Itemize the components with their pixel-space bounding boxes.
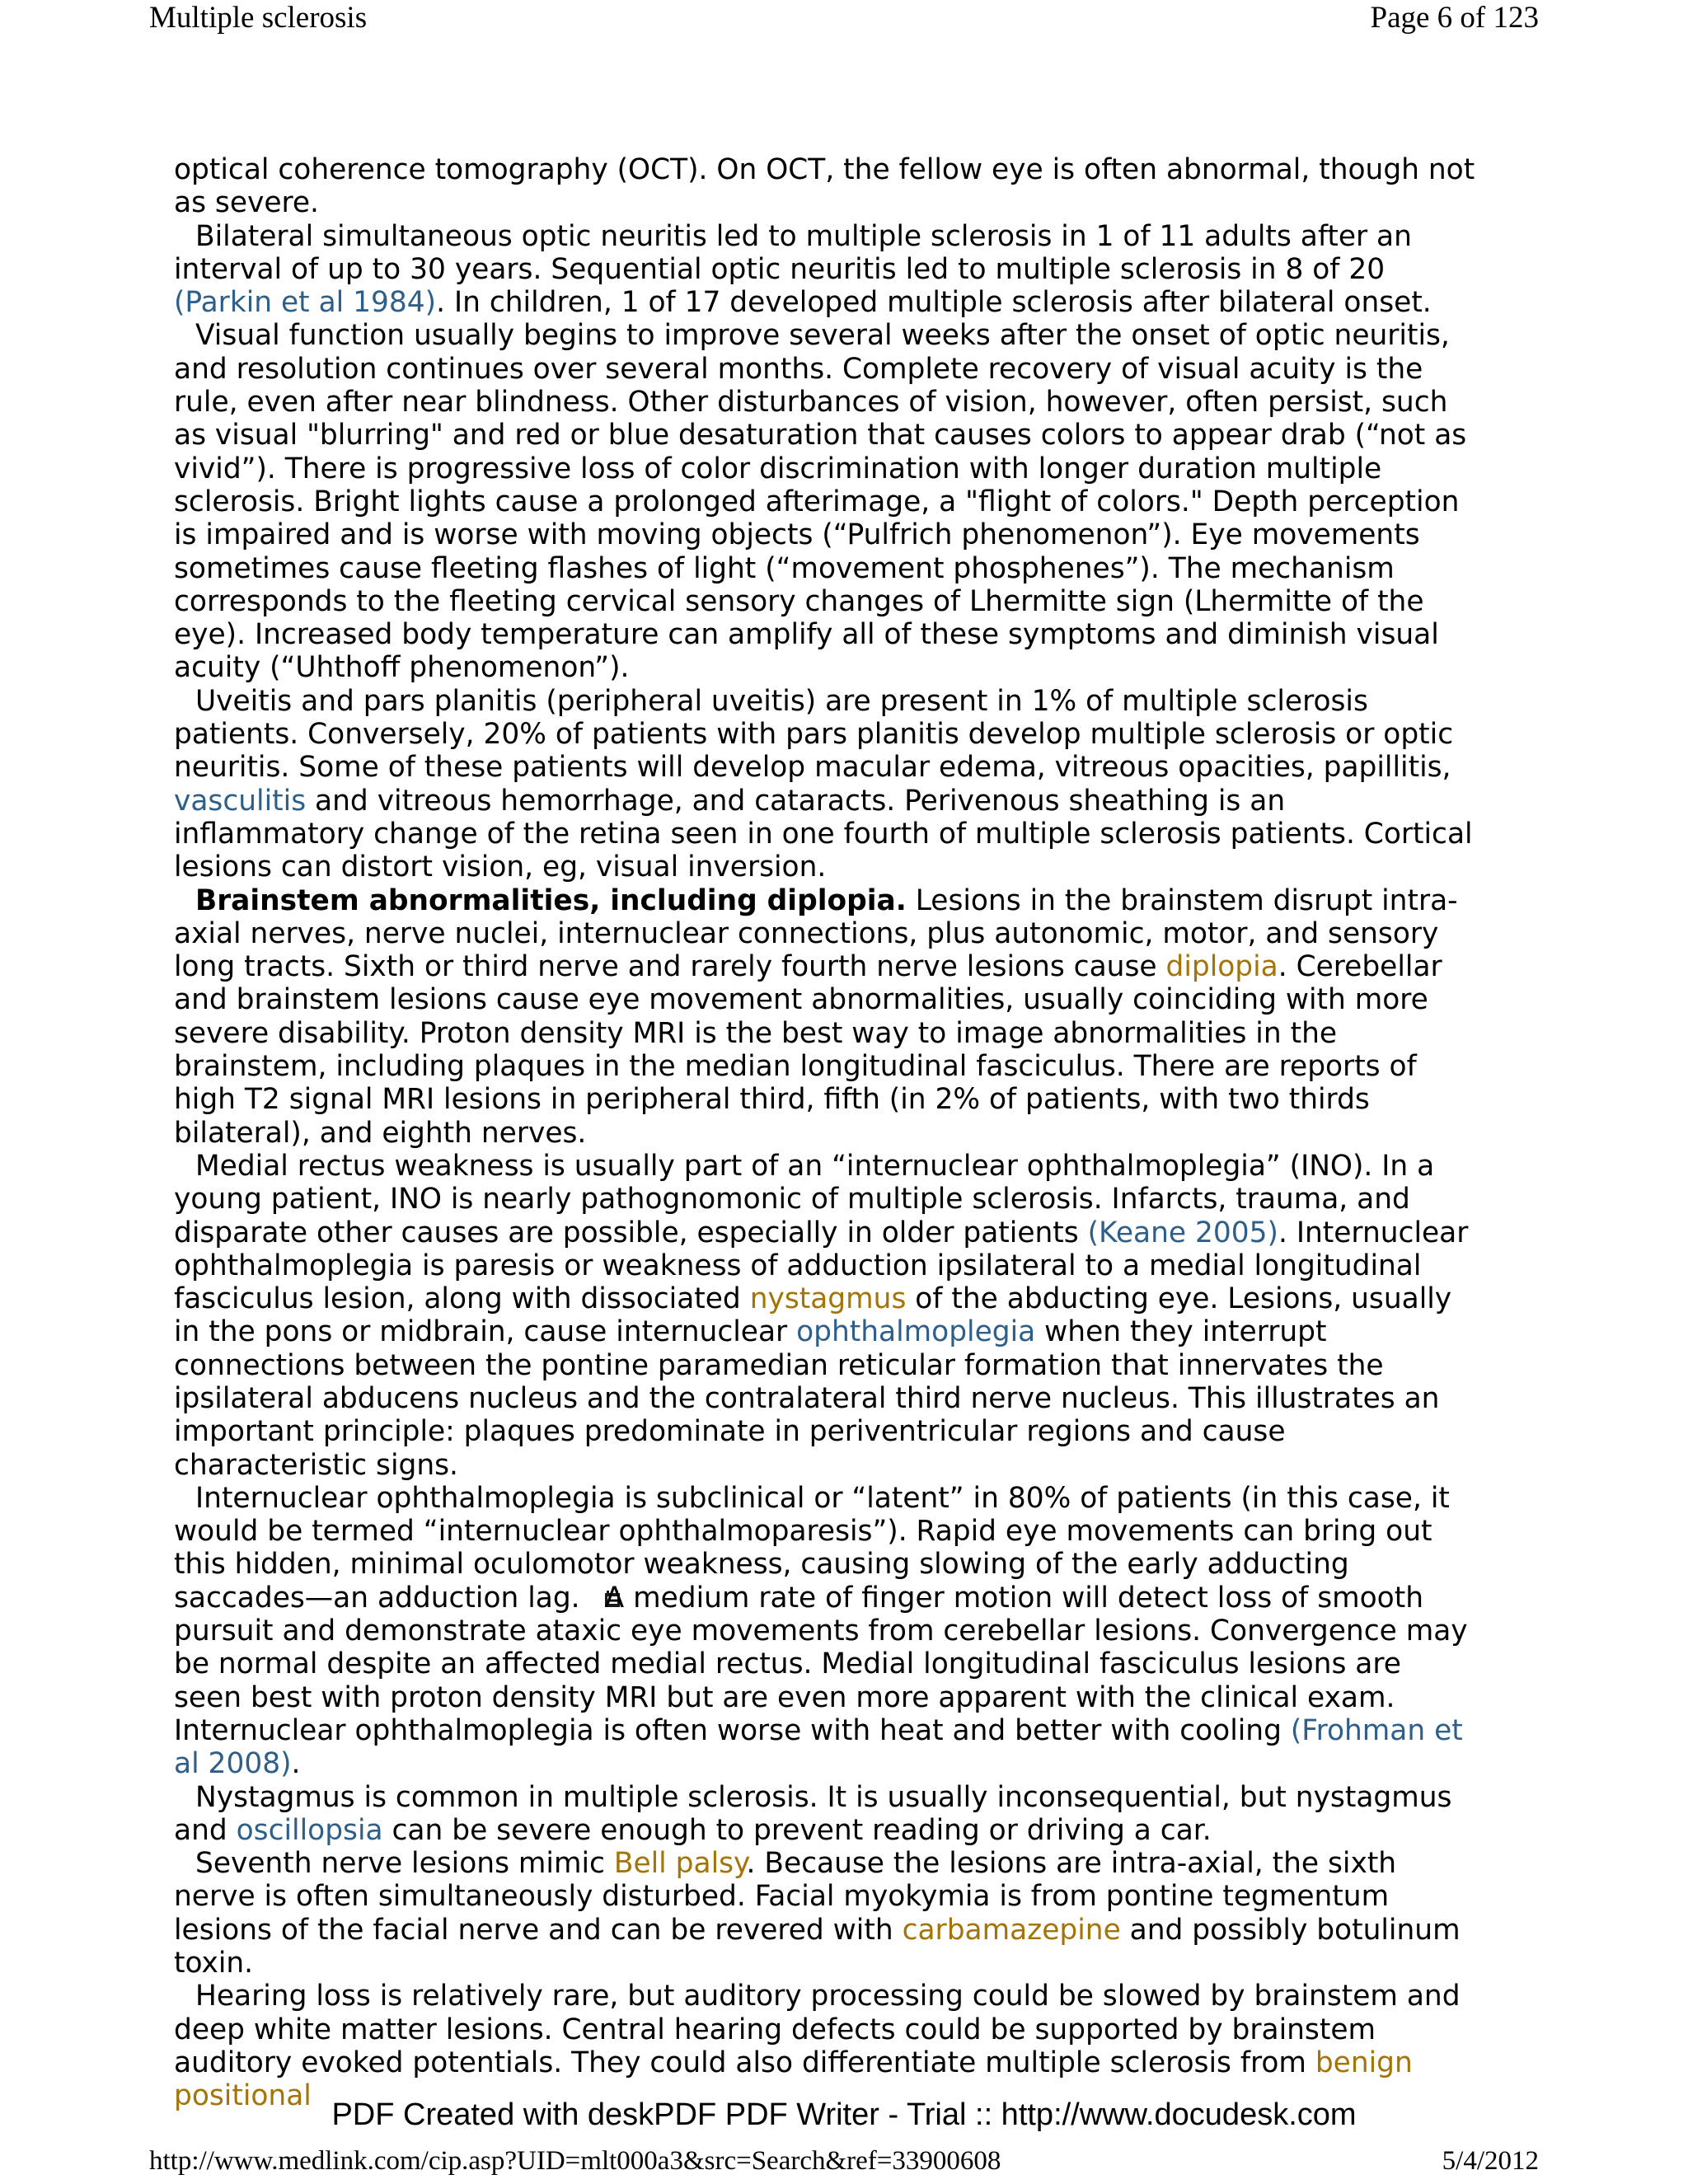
- term-link-carbamazepine[interactable]: carbamazepine: [902, 1913, 1121, 1947]
- print-date: 5/4/2012: [1442, 2146, 1539, 2176]
- paragraph-oct: optical coherence tomography (OCT). On OCT, the fellow eye is often abnormal, though not as severe.: [174, 153, 1475, 220]
- term-link-benign-positional[interactable]: benign positional: [174, 2046, 1413, 2113]
- term-link-oscillopsia[interactable]: oscillopsia: [236, 1813, 383, 1847]
- paragraph-internuclear: [174, 1482, 1476, 1781]
- paragraph-text: when they interrupt connections between the pontine paramedian reticular formation that innervates the ipsilateral abducens nucleus and the contralateral third nerve nucleus. This illustrates an important principle: plaques predominate in periventricular regions and cause characteristic signs.: [174, 1315, 1440, 1482]
- paragraph-text: Seventh nerve lesions mimic: [195, 1847, 614, 1881]
- paragraph-text: . Cerebellar and brainstem lesions cause eye movement abnormalities, usually coinciding with more severe disability. Proton density MRI is the best way to image abnormalities in the brainstem, including plaques in the median longitudinal fasciculus. There are reports of high T2 signal MRI lesions in peripheral third, fifth (in 2% of patients, with two thirds bilateral), and eighth nerves.: [174, 950, 1442, 1150]
- citation-link-parkin-1984[interactable]: (Parkin et al 1984): [174, 286, 437, 320]
- paragraph-text: . Internuclear ophthalmoplegia is paresis or weakness of adduction ipsilateral to a medial longitudinal fasciculus lesion, along with dissociated: [174, 1216, 1469, 1316]
- citation-link-frohman-2008[interactable]: (Frohman et al 2008): [174, 1713, 1463, 1781]
- paragraph-text: Nystagmus is common in multiple sclerosis. It is usually inconsequential, but nystagmus and: [174, 1780, 1452, 1847]
- paragraph-text: Internuclear ophthalmoplegia is subclinical or “latent” in 80% of patients (in this case, it would be termed “internuclear ophthalmoparesis”). Rapid eye movements can bring out this hidden, minimal oculomotor weakness, causing slowing of the early adducting saccades—an adduction lag.: [174, 1481, 1450, 1615]
- paragraph-text: Uveitis and pars planitis (peripheral uveitis) are present in 1% of multiple sclerosis patients. Conversely, 20% of patients with pars planitis develop multiple sclerosis or optic neuritis. Some of these patients will develop macular edema, vitreous opacities, papillitis,: [174, 684, 1454, 785]
- source-url: http://www.medlink.com/cip.asp?UID=mlt000a3&src=Search&ref=33900608: [149, 2146, 1001, 2176]
- paragraph-text: A medium rate of finger motion will detect loss of smooth pursuit and demonstrate ataxic eye movements from cerebellar lesions. Convergence may be normal despite an affected medial rectus. Medial longitudinal fasciculus lesions are seen best with proton density MRI but are even more apparent with the clinical exam. Internuclear ophthalmoplegia is often worse with heat and better with cooling: [174, 1581, 1468, 1747]
- term-link-ophthalmoplegia[interactable]: ophthalmoplegia: [796, 1315, 1036, 1349]
- paragraph-brainstem: [174, 884, 1476, 1150]
- paragraph-text: and possibly botulinum toxin.: [174, 1913, 1461, 1980]
- term-link-vasculitis[interactable]: vasculitis: [174, 784, 307, 818]
- paragraph-hearing-loss: [174, 1980, 1476, 2112]
- term-link-nystagmus[interactable]: nystagmus: [749, 1282, 907, 1316]
- paragraph-text: .: [291, 1747, 301, 1781]
- paragraph-text: . In children, 1 of 17 developed multiple sclerosis after bilateral onset.: [436, 286, 1432, 320]
- video-clip-icon[interactable]: [584, 1583, 598, 1601]
- paragraph-text: Bilateral simultaneous optic neuritis led to multiple sclerosis in 1 of 11 adults after an interval of up to 30 years. Sequential optic neuritis led to multiple sclerosis in 8 of 20: [174, 219, 1412, 286]
- paragraph-text: Medial rectus weakness is usually part of an “internuclear ophthalmoplegia” (INO). In a young patient, INO is nearly pathognomonic of multiple sclerosis. Infarcts, trauma, and disparate other causes are possible, especially in older patients: [174, 1149, 1435, 1249]
- paragraph-seventh-nerve: [174, 1847, 1476, 1980]
- paragraph-text: and vitreous hemorrhage, and cataracts. Perivenous sheathing is an inflammatory change of the retina seen in one fourth of multiple sclerosis patients. Cortical lesions can distort vision, eg, visual inversion.: [174, 784, 1473, 884]
- article-body: [174, 153, 1476, 2113]
- pdf-creator-notice: PDF Created with deskPDF PDF Writer - Trial :: http://www.docudesk.com: [331, 2097, 1357, 2132]
- paragraph-visual-function: Visual function usually begins to improve several weeks after the onset of optic neuritis, and resolution continues over several months. Complete recovery of visual acuity is the rule, even after near blindness. Other disturbances of vision, however, often persist, such as visual "blurring" and red or blue desaturation that causes colors to appear drab (“not as vivid”). There is progressive loss of color discrimination with longer duration multiple sclerosis. Bright lights cause a prolonged afterimage, a "flight of colors." Depth perception is impaired and is worse with moving objects (“Pulfrich phenomenon”). Eye movements sometimes cause fleeting flashes of light (“movement phosphenes”). The mechanism corresponds to the fleeting cervical sensory changes of Lhermitte sign (Lhermitte of the eye). Increased body temperature can amplify all of these symptoms and diminish visual acuity (“Uhthoff phenomenon”).: [174, 319, 1467, 685]
- section-heading-brainstem: Brainstem abnormalities, including diplopia.: [195, 883, 907, 917]
- paragraph-medial-rectus: [174, 1150, 1476, 1482]
- paragraph-bilateral-optic-neuritis: [174, 220, 1476, 320]
- page-number: Page 6 of 123: [1370, 1, 1539, 35]
- citation-link-keane-2005[interactable]: (Keane 2005): [1087, 1216, 1278, 1249]
- paragraph-nystagmus: [174, 1781, 1476, 1848]
- paragraph-text: Lesions in the brainstem disrupt intra-axial nerves, nerve nuclei, internuclear connections, plus autonomic, motor, and sensory long tracts. Sixth or third nerve and rarely fourth nerve lesions cause: [174, 883, 1458, 984]
- paragraph-text: can be severe enough to prevent reading or driving a car.: [382, 1813, 1212, 1847]
- paragraph-text: Hearing loss is relatively rare, but auditory processing could be slowed by brainstem and deep white matter lesions. Central hearing defects could be supported by brainstem auditory evoked potentials. They could also differentiate multiple sclerosis from: [174, 1980, 1461, 2079]
- paragraph-text: . Because the lesions are intra-axial, the sixth nerve is often simultaneously disturbed. Facial myokymia is from pontine tegmentum lesions of the facial nerve and can be revered with: [174, 1847, 1397, 1947]
- paragraph-text: of the abducting eye. Lesions, usually in the pons or midbrain, cause internuclear: [174, 1282, 1452, 1349]
- term-link-diplopia[interactable]: diplopia: [1165, 950, 1278, 984]
- term-link-bell-palsy[interactable]: Bell palsy: [613, 1847, 747, 1881]
- paragraph-uveitis: [174, 685, 1476, 884]
- document-title: Multiple sclerosis: [149, 1, 368, 35]
